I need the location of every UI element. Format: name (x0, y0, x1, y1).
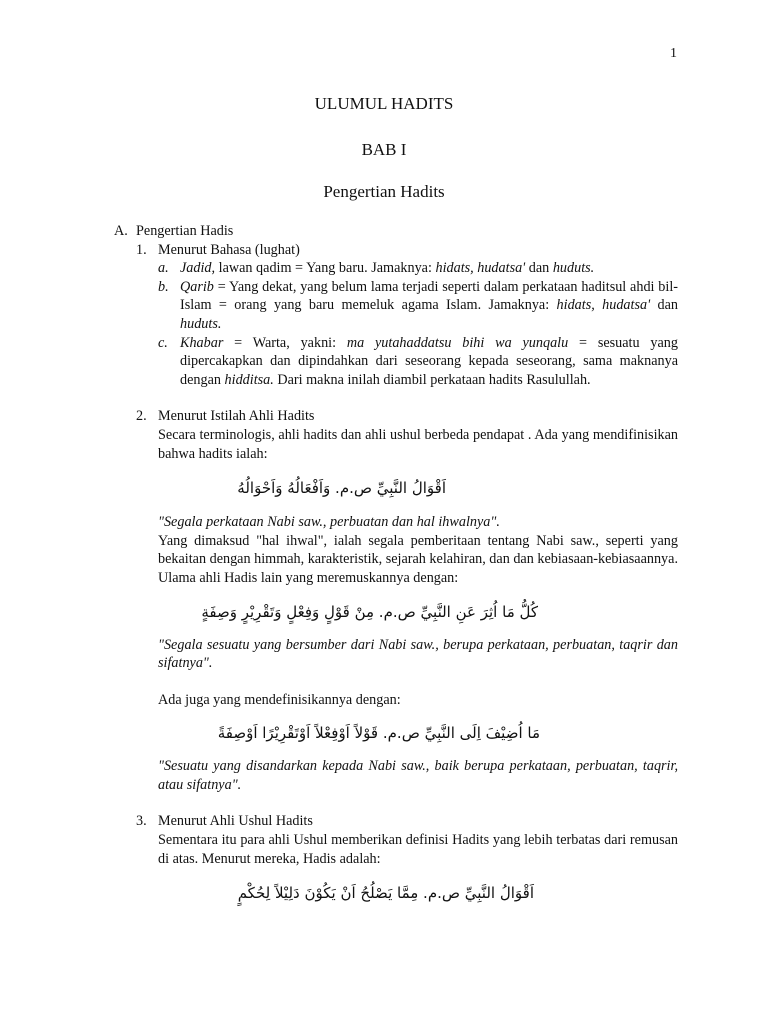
item-2-heading (136, 407, 678, 426)
subitem-text: Qarib = Yang dekat, yang belum lama terjadi seperti dalam perkataan haditsul ahdi bil-Islam = orang yang baru memeluk agama Islam. Jamaknya: hidats, hudatsa' dan huduts. (180, 278, 678, 332)
document-title: ULUMUL HADITS (314, 94, 454, 113)
spacer (114, 389, 678, 407)
item-1-heading (136, 241, 678, 260)
paragraph: Ada juga yang mendefinisikannya dengan: (158, 691, 401, 708)
arabic-definition: اَقْوَالُ النَّبِيِّ ص.م. وَاَفْعَالُهُ وَاَحْوَالُهُ (237, 479, 446, 498)
chapter-title: BAB I (361, 140, 407, 159)
subitem-label: b. (158, 278, 169, 295)
arabic-definition: اَقْوَالُ النَّبِيِّ ص.م. مِمَّا يَصْلُحُ اَنْ يَكُوْنَ دَلِيْلاً لِحُكْمٍ (237, 884, 534, 903)
term: Khabar (180, 334, 224, 351)
paragraph: Secara terminologis, ahli hadits dan ahli ushul berbeda pendapat . Ada yang mendifinisikan bahwa hadits ialah: (158, 426, 678, 462)
item-label: 2. (136, 408, 147, 425)
item-label: 1. (136, 241, 147, 258)
section-title: Pengertian Hadis (136, 223, 234, 239)
item-3-heading (136, 812, 678, 831)
subitem-c (158, 334, 678, 390)
definition-translation: "Sesuatu yang disandarkan kepada Nabi saw., baik berupa perkataan, perbuatan, taqrir, atau sifatnya". (158, 758, 678, 793)
item-title: Menurut Istilah Ahli Hadits (158, 408, 315, 425)
document-body (114, 222, 678, 906)
term: Qarib (180, 278, 214, 295)
chapter-subtitle: Pengertian Hadits (323, 182, 445, 201)
item-label: 3. (136, 813, 147, 830)
subitem-label: c. (158, 334, 168, 351)
spacer (114, 794, 678, 812)
paragraph: Yang dimaksud "hal ihwal", ialah segala pemberitaan tentang Nabi saw., seperti yang bekaitan dengan himmah, karakteristik, sejarah kelahiran, dan dan kebiasaan-kebiasaannya. Ulama ahli Hadis lain yang meremuskannya dengan: (158, 532, 678, 586)
paragraph: Sementara itu para ahli Ushul memberikan definisi Hadits yang lebih terbatas dari remusan di atas. Menurut mereka, Hadis adalah: (158, 832, 678, 867)
subitem-b (158, 278, 678, 334)
spacer (114, 673, 678, 691)
definition-translation: "Segala sesuatu yang bersumber dari Nabi saw., berupa perkataan, perbuatan, taqrir dan sifatnya". (158, 636, 678, 672)
arabic-definition: كُلُّ مَا اُثِرَ عَنِ النَّبِيِّ ص.م. مِنْ قَوْلٍ وَفِعْلٍ وَتَقْرِيْرٍ وَصِفَةٍ (201, 602, 538, 621)
term: Jadid, (180, 260, 216, 277)
subitem-label: a. (158, 260, 169, 277)
section-label: A. (114, 223, 128, 239)
subitem-text: Khabar = Warta, yakni: ma yutahaddatsu bihi wa yunqalu = sesuatu yang dipercakapkan dan dipindahkan dari seseorang kepada seseorang, sama maknanya dengan hidditsa. Dari makna inilah diambil perkataan hadits Rasulullah. (180, 334, 678, 388)
page-number: 1 (670, 46, 677, 61)
arabic-definition: مَا اُضِيْفَ اِلَى النَّبِيِّ ص.م. قَوْلاً اَوْفِعْلاً اَوْتَقْرِيْرًا اَوْصِفَةً (217, 724, 540, 743)
subitem-a (158, 259, 678, 278)
definition-translation: "Segala perkataan Nabi saw., perbuatan dan hal ihwalnya". (158, 514, 500, 531)
section-a-heading (114, 222, 678, 241)
subitem-text: Jadid, lawan qadim = Yang baru. Jamaknya: hidats, hudatsa' dan huduts. (180, 260, 595, 277)
item-title: Menurut Ahli Ushul Hadits (158, 813, 313, 830)
item-title: Menurut Bahasa (lughat) (158, 241, 300, 258)
